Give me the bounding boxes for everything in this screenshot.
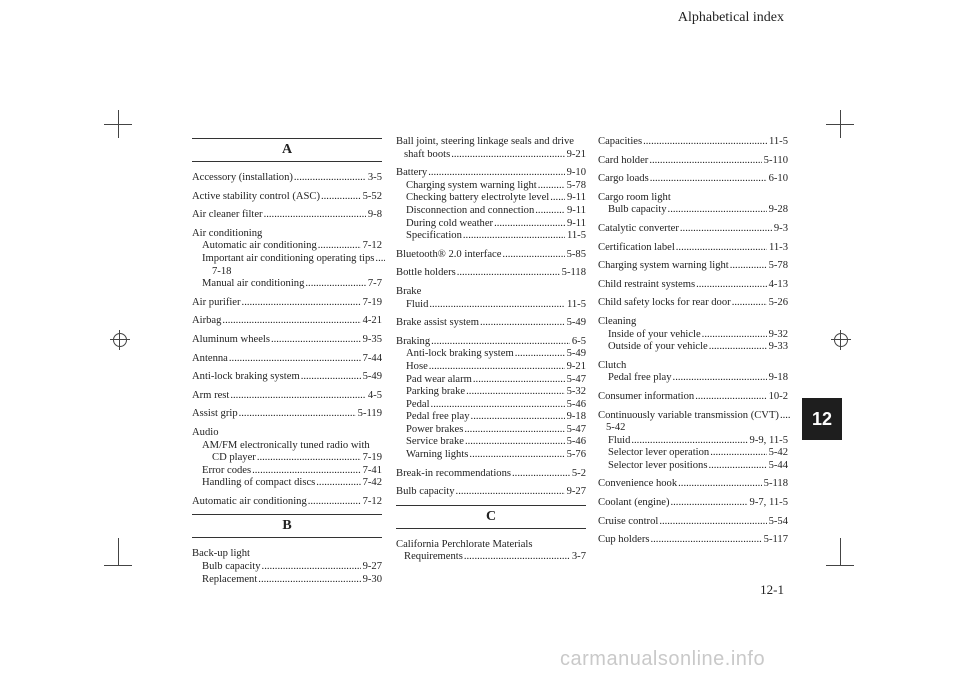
- dot-leader: [264, 209, 366, 222]
- index-entry[interactable]: [598, 534, 788, 547]
- index-entry[interactable]: [598, 173, 788, 186]
- index-entry-text: Cleaning: [598, 315, 637, 327]
- dot-leader: [257, 452, 361, 465]
- index-entry-text: Bluetooth® 2.0 interface: [396, 248, 502, 260]
- index-entry[interactable]: [192, 465, 382, 478]
- index-entry-page: 6-10: [768, 173, 788, 185]
- index-entry-text: 5-42: [606, 422, 626, 434]
- index-entry-text: During cold weather: [406, 217, 494, 229]
- dot-leader: [429, 299, 565, 312]
- index-entry[interactable]: [192, 561, 382, 574]
- index-column-1: [192, 136, 382, 592]
- index-entry-page: 9-18: [566, 411, 586, 423]
- index-entry-page: 4-21: [362, 315, 382, 327]
- index-entry-text: Bulb capacity: [396, 486, 455, 498]
- index-entry-text: Back-up light: [192, 548, 250, 560]
- index-entry-page: 9-27: [362, 561, 382, 573]
- index-entry-text: Requirements: [404, 551, 463, 563]
- dot-leader: [732, 297, 767, 310]
- index-entry-page: 5-117: [763, 534, 788, 546]
- index-entry-text: Anti-lock braking system: [406, 348, 514, 360]
- dot-leader: [229, 353, 361, 366]
- index-entry-text: CD player: [212, 452, 256, 464]
- index-entry-page: 5-52: [362, 190, 382, 202]
- index-entry-page: 9-7, 11-5: [749, 497, 788, 509]
- index-entry-page: 5-78: [768, 260, 788, 272]
- index-entry[interactable]: [192, 278, 382, 291]
- index-entry-page: 5-49: [362, 371, 382, 383]
- index-entry-text: Inside of your vehicle: [608, 328, 701, 340]
- index-entry[interactable]: [192, 427, 382, 440]
- index-entry[interactable]: [396, 551, 586, 564]
- index-entry[interactable]: [598, 297, 788, 310]
- index-entry-text: Fluid: [608, 434, 631, 446]
- index-entry-text: Aluminum wheels: [192, 333, 270, 345]
- dot-leader: [473, 374, 565, 387]
- index-entry-text: Hose: [406, 360, 428, 372]
- index-entry-text: Child safety locks for rear door: [598, 297, 731, 309]
- dot-leader: [695, 391, 766, 404]
- index-entry-page: 7-12: [362, 495, 382, 507]
- index-entry[interactable]: [396, 249, 586, 262]
- dot-leader: [680, 223, 772, 236]
- index-entry-text: Replacement: [202, 573, 258, 585]
- dot-leader: [494, 218, 565, 231]
- index-entry-page: 3-5: [367, 172, 382, 183]
- index-entry-text: Brake assist system: [396, 317, 479, 329]
- crop-mark: [104, 124, 132, 125]
- crop-mark: [104, 565, 132, 566]
- index-entry-page: 9-30: [362, 573, 382, 585]
- index-entry-page: 7-12: [362, 240, 382, 252]
- index-entry-text: Antenna: [192, 352, 228, 364]
- index-entry-text: Consumer information: [598, 390, 695, 402]
- dot-leader: [650, 173, 767, 186]
- index-entry[interactable]: [396, 486, 586, 499]
- index-entry-page: 11-3: [768, 241, 788, 253]
- index-entry-text: Charging system warning light: [598, 260, 729, 272]
- dot-leader: [538, 180, 565, 193]
- index-entry[interactable]: [192, 297, 382, 310]
- index-entry[interactable]: [598, 204, 788, 217]
- index-entry-page: 5-44: [768, 459, 788, 471]
- index-entry[interactable]: [192, 574, 382, 587]
- index-entry-text: Manual air conditioning: [202, 278, 305, 290]
- crop-mark: [826, 565, 854, 566]
- index-entry-text: Cruise control: [598, 515, 659, 527]
- index-entry[interactable]: [396, 374, 586, 387]
- index-entry-page: 5-26: [768, 297, 788, 309]
- index-entry-page: 3-7: [571, 551, 586, 563]
- index-entry[interactable]: [192, 452, 382, 465]
- dot-leader: [708, 460, 766, 473]
- index-entry-text: Cargo loads: [598, 173, 649, 185]
- index-entry[interactable]: [598, 447, 788, 460]
- index-entry-text: Bottle holders: [396, 267, 456, 279]
- index-entry-text: Charging system warning light: [406, 179, 537, 191]
- index-entry-text: Active stability control (ASC): [192, 190, 320, 202]
- index-column-2: [396, 136, 586, 570]
- dot-leader: [502, 249, 564, 262]
- index-entry-text: Accessory (installation): [192, 172, 293, 183]
- chapter-tab[interactable]: 12: [802, 398, 842, 440]
- index-entry-page: 9-3: [773, 222, 788, 234]
- index-entry[interactable]: [192, 477, 382, 490]
- index-entry-page: 9-21: [566, 360, 586, 372]
- index-entry[interactable]: [192, 228, 382, 241]
- dot-leader: [710, 447, 766, 460]
- index-entry-page: 5-54: [768, 515, 788, 527]
- index-entry-text: shaft boots: [404, 148, 451, 160]
- index-entry-text: Brake: [396, 285, 422, 297]
- index-entry[interactable]: [598, 460, 788, 473]
- index-entry-page: 7-19: [362, 452, 382, 464]
- dot-leader: [673, 372, 767, 385]
- index-entry[interactable]: [192, 548, 382, 561]
- index-entry-page: 5-85: [566, 248, 586, 260]
- dot-leader: [465, 436, 565, 449]
- index-entry[interactable]: [598, 372, 788, 385]
- index-entry[interactable]: [396, 218, 586, 231]
- index-entry[interactable]: [192, 408, 382, 421]
- index-entry[interactable]: [598, 422, 788, 435]
- index-entry[interactable]: [598, 341, 788, 354]
- index-entry[interactable]: [598, 329, 788, 342]
- dot-leader: [659, 516, 766, 529]
- dot-leader: [239, 408, 356, 421]
- index-entry-text: Pedal free play: [608, 372, 672, 384]
- dot-leader: [463, 230, 565, 243]
- index-entry-page: 5-47: [566, 373, 586, 385]
- index-entry[interactable]: [598, 497, 788, 510]
- index-entry[interactable]: [192, 209, 382, 222]
- index-entry-text: Warning lights: [406, 449, 469, 461]
- index-entry[interactable]: [396, 539, 586, 552]
- index-entry-page: 5-32: [566, 386, 586, 398]
- index-entry-text: Certification label: [598, 241, 675, 253]
- index-entry-page: 9-11: [566, 192, 586, 204]
- index-entry[interactable]: [598, 316, 788, 329]
- dot-leader: [730, 260, 767, 273]
- index-entry-text: Bulb capacity: [202, 561, 261, 573]
- index-entry-text: Outside of your vehicle: [608, 341, 708, 353]
- dot-leader: [466, 386, 564, 399]
- dot-leader: [429, 361, 565, 374]
- dot-leader: [321, 191, 361, 204]
- index-entry-text: Parking brake: [406, 386, 466, 398]
- index-entry-text: Selector lever operation: [608, 447, 710, 459]
- index-entry-page: 9-11: [566, 204, 586, 216]
- index-entry-text: Service brake: [406, 436, 464, 448]
- index-entry-page: 9-21: [566, 148, 586, 160]
- index-entry-text: Power brakes: [406, 423, 464, 435]
- index-entry-page: 9-18: [768, 372, 788, 384]
- index-entry[interactable]: [396, 267, 586, 280]
- index-entry-page: 5-119: [357, 408, 382, 420]
- index-entry[interactable]: [598, 192, 788, 205]
- index-entry-page: 5-49: [566, 348, 586, 360]
- index-entry[interactable]: [192, 191, 382, 204]
- index-entry[interactable]: [396, 411, 586, 424]
- index-entry[interactable]: [192, 353, 382, 366]
- dot-leader: [676, 242, 767, 255]
- index-entry-page: 5-47: [566, 423, 586, 435]
- index-entry[interactable]: [396, 317, 586, 330]
- index-entry-text: Air conditioning: [192, 227, 263, 239]
- index-entry-page: 5-42: [768, 447, 788, 459]
- index-entry-page: 11-5: [566, 230, 586, 242]
- index-entry-page: 7-7: [367, 278, 382, 290]
- index-entry-page: 5-49: [566, 317, 586, 329]
- index-entry[interactable]: [396, 468, 586, 481]
- index-entry-page: 9-33: [768, 341, 788, 353]
- index-entry[interactable]: [598, 516, 788, 529]
- dot-leader: [258, 574, 360, 587]
- dot-leader: [515, 348, 565, 361]
- index-entry[interactable]: [396, 286, 586, 299]
- dot-leader: [643, 136, 767, 149]
- index-entry[interactable]: [396, 424, 586, 437]
- index-entry-text: Cargo room light: [598, 191, 671, 203]
- index-column-3: [598, 136, 788, 553]
- index-entry-text: Child restraint systems: [598, 278, 696, 290]
- dot-leader: [308, 496, 361, 509]
- index-entry-page: 5-2: [571, 467, 586, 479]
- dot-leader: [230, 390, 366, 403]
- dot-leader: [709, 341, 767, 354]
- dot-leader: [469, 449, 564, 462]
- index-entry-text: Airbag: [192, 315, 222, 327]
- index-entry-text: Clutch: [598, 359, 627, 371]
- dot-leader: [318, 240, 361, 253]
- index-entry-page: 7-41: [362, 464, 382, 476]
- dot-leader: [252, 465, 360, 478]
- index-entry[interactable]: [396, 361, 586, 374]
- dot-leader: [649, 155, 761, 168]
- index-entry-text: Convenience hook: [598, 478, 678, 490]
- index-entry-text: Specification: [406, 230, 462, 242]
- index-entry-page: 9-11: [566, 217, 586, 229]
- index-entry-text: California Perchlorate Materials: [396, 538, 533, 550]
- index-entry[interactable]: [192, 240, 382, 253]
- page-header-title: Alphabetical index: [677, 10, 784, 25]
- index-entry-text: Selector lever positions: [608, 459, 708, 471]
- index-entry[interactable]: [396, 149, 586, 162]
- index-entry-page: 9-10: [566, 167, 586, 179]
- index-entry[interactable]: [396, 192, 586, 205]
- crop-mark: [118, 538, 119, 566]
- index-entry[interactable]: [396, 348, 586, 361]
- dot-leader: [678, 478, 762, 491]
- dot-leader: [535, 205, 565, 218]
- dot-leader: [631, 435, 747, 448]
- index-entry-page: 4-13: [768, 278, 788, 290]
- index-entry-text: Bulb capacity: [608, 204, 667, 216]
- dot-leader: [428, 167, 564, 180]
- index-entry[interactable]: [396, 205, 586, 218]
- index-entry-text: Arm rest: [192, 389, 230, 401]
- crop-mark: [826, 124, 854, 125]
- index-entry-page: 5-46: [566, 436, 586, 448]
- dot-leader: [294, 172, 366, 185]
- index-entry[interactable]: [598, 223, 788, 236]
- index-entry-page: 7-19: [362, 296, 382, 308]
- index-entry-page: 11-5: [566, 298, 586, 310]
- index-entry-text: Fluid: [406, 298, 429, 310]
- index-entry-page: 6-5: [571, 335, 586, 347]
- index-entry-text: Disconnection and connection: [406, 204, 535, 216]
- dot-leader: [242, 297, 361, 310]
- registration-mark: [113, 333, 127, 347]
- index-entry-page: 5-76: [566, 449, 586, 461]
- index-entry-text: Pedal free play: [406, 411, 470, 423]
- dot-leader: [480, 317, 565, 330]
- index-entry[interactable]: [396, 449, 586, 462]
- dot-leader: [671, 497, 748, 510]
- watermark: carmanualsonline.info: [560, 648, 766, 670]
- index-entry-text: Cup holders: [598, 534, 650, 546]
- index-entry-text: 7-18: [212, 265, 232, 277]
- dot-leader: [512, 468, 570, 481]
- index-entry-text: Battery: [396, 167, 428, 179]
- index-entry-text: AM/FM electronically tuned radio with: [202, 439, 370, 451]
- index-entry-text: Anti-lock braking system: [192, 371, 300, 383]
- index-entry-text: Automatic air conditioning: [192, 495, 307, 507]
- index-entry-text: Air cleaner filter: [192, 209, 263, 221]
- index-entry-page: 5-110: [763, 154, 788, 166]
- index-entry-page: 7-44: [362, 352, 382, 364]
- dot-leader: [668, 204, 767, 217]
- index-entry-text: Catalytic converter: [598, 222, 679, 234]
- index-entry[interactable]: [396, 167, 586, 180]
- crop-mark: [840, 538, 841, 566]
- index-entry-text: Automatic air conditioning: [202, 240, 317, 252]
- index-entry-page: 9-28: [768, 204, 788, 216]
- index-entry[interactable]: [598, 360, 788, 373]
- index-entry-page: 5-78: [566, 179, 586, 191]
- index-entry-text: Coolant (engine): [598, 497, 670, 509]
- index-entry[interactable]: [192, 334, 382, 347]
- index-entry-page: 9-35: [362, 333, 382, 345]
- dot-leader: [451, 149, 564, 162]
- index-entry[interactable]: [598, 391, 788, 404]
- index-entry[interactable]: [192, 496, 382, 509]
- dot-leader: [457, 267, 560, 280]
- dot-leader: [471, 411, 565, 424]
- index-entry-text: Audio: [192, 426, 219, 438]
- index-entry[interactable]: [192, 440, 382, 453]
- index-entry[interactable]: [192, 253, 382, 266]
- dot-leader: [550, 192, 565, 205]
- index-entry-text: Braking: [396, 335, 431, 347]
- index-entry-text: Air purifier: [192, 296, 241, 308]
- dot-leader: [651, 534, 762, 547]
- index-entry[interactable]: [192, 266, 382, 279]
- index-entry[interactable]: [396, 136, 586, 149]
- index-entry[interactable]: [598, 260, 788, 273]
- index-entry[interactable]: [598, 410, 788, 423]
- dot-leader: [222, 315, 360, 328]
- dot-leader: [316, 477, 360, 490]
- registration-mark: [834, 333, 848, 347]
- index-entry-page: 11-5: [768, 136, 788, 147]
- index-entry[interactable]: [192, 172, 382, 185]
- index-entry[interactable]: [396, 399, 586, 412]
- dot-leader: [464, 551, 570, 564]
- section-heading-b: B: [192, 514, 382, 538]
- index-entry[interactable]: [396, 180, 586, 193]
- index-entry[interactable]: [396, 230, 586, 243]
- dot-leader: [305, 278, 365, 291]
- index-entry[interactable]: [598, 279, 788, 292]
- dot-leader: [431, 399, 565, 412]
- dot-leader: [456, 486, 565, 499]
- index-entry[interactable]: [192, 315, 382, 328]
- index-entry-text: Error codes: [202, 464, 252, 476]
- index-entry-text: Break-in recommendations: [396, 467, 512, 479]
- index-entry[interactable]: [598, 136, 788, 149]
- index-entry-page: 7-42: [362, 477, 382, 489]
- index-entry[interactable]: [598, 242, 788, 255]
- index-entry-text: Pad wear alarm: [406, 373, 472, 385]
- index-entry-text: Continuously variable transmission (CVT): [598, 409, 779, 421]
- index-entry-page: 9-27: [566, 486, 586, 498]
- page-number: 12-1: [760, 582, 784, 597]
- index-entry-page: 9-9, 11-5: [749, 434, 788, 446]
- dot-leader: [780, 410, 790, 423]
- index-entry[interactable]: [598, 478, 788, 491]
- index-entry-text: Checking battery electrolyte level: [406, 192, 550, 204]
- dot-leader: [431, 336, 570, 349]
- index-entry[interactable]: [396, 299, 586, 312]
- section-heading-c: C: [396, 505, 586, 529]
- index-entry-text: Card holder: [598, 154, 649, 166]
- index-entry-page: 5-118: [763, 478, 788, 490]
- index-entry-page: 4-5: [367, 389, 382, 401]
- index-entry-page: 10-2: [768, 390, 788, 402]
- index-entry[interactable]: [192, 390, 382, 403]
- index-entry[interactable]: [598, 435, 788, 448]
- index-entry[interactable]: [396, 336, 586, 349]
- index-entry-page: 5-46: [566, 398, 586, 410]
- index-entry-text: Capacities: [598, 136, 643, 147]
- dot-leader: [375, 253, 385, 266]
- index-entry-text: Assist grip: [192, 408, 238, 420]
- index-entry[interactable]: [598, 155, 788, 168]
- index-entry-text: Ball joint, steering linkage seals and drive: [396, 136, 574, 147]
- dot-leader: [702, 329, 767, 342]
- index-entry[interactable]: [396, 386, 586, 399]
- index-entry-text: Important air conditioning operating tips: [202, 252, 375, 264]
- index-entry-page: 9-32: [768, 328, 788, 340]
- dot-leader: [696, 279, 766, 292]
- index-entry-text: Handling of compact discs: [202, 477, 316, 489]
- index-entry-page: 5-118: [561, 267, 586, 279]
- dot-leader: [301, 371, 361, 384]
- index-entry-page: 9-8: [367, 209, 382, 221]
- index-entry[interactable]: [396, 436, 586, 449]
- dot-leader: [464, 424, 564, 437]
- dot-leader: [262, 561, 361, 574]
- index-entry[interactable]: [192, 371, 382, 384]
- index-entry-text: Pedal: [406, 398, 430, 410]
- dot-leader: [271, 334, 361, 347]
- section-heading-a: A: [192, 138, 382, 162]
